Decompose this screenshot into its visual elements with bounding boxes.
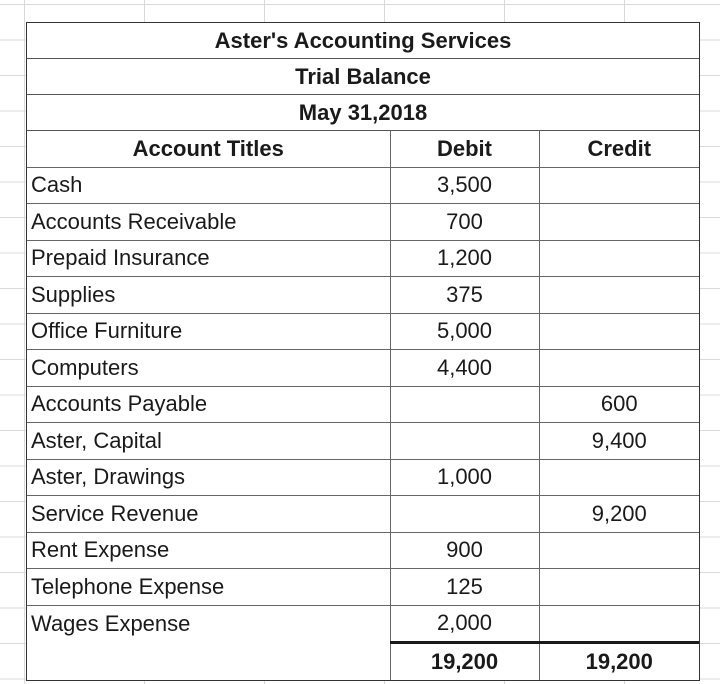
table-row xyxy=(27,277,699,314)
debit-cell: 3,500 xyxy=(390,167,539,204)
table-row xyxy=(27,423,699,460)
table-row xyxy=(27,350,699,387)
account-title-cell: Aster, Drawings xyxy=(27,459,390,496)
debit-cell xyxy=(390,386,539,423)
account-title-cell: Prepaid Insurance xyxy=(27,240,390,277)
table-row xyxy=(27,313,699,350)
table-row xyxy=(27,459,699,496)
debit-cell: 5,000 xyxy=(390,313,539,350)
debit-cell: 4,400 xyxy=(390,350,539,387)
credit-cell xyxy=(539,313,699,350)
column-header-row xyxy=(27,131,699,167)
credit-cell xyxy=(539,532,699,569)
credit-cell xyxy=(539,350,699,387)
credit-cell xyxy=(539,204,699,241)
table-body xyxy=(27,167,699,680)
debit-total: 19,200 xyxy=(390,643,539,680)
debit-cell: 2,000 xyxy=(390,605,539,643)
column-header-account: Account Titles xyxy=(27,131,390,167)
debit-cell: 1,000 xyxy=(390,459,539,496)
account-title-cell: Computers xyxy=(27,350,390,387)
account-title-cell: Aster, Capital xyxy=(27,423,390,460)
debit-cell xyxy=(390,496,539,533)
column-header-debit: Debit xyxy=(390,131,539,167)
debit-cell: 1,200 xyxy=(390,240,539,277)
report-date: May 31,2018 xyxy=(27,95,699,131)
credit-cell xyxy=(539,277,699,314)
credit-cell: 9,400 xyxy=(539,423,699,460)
account-title-cell: Accounts Receivable xyxy=(27,204,390,241)
table-row xyxy=(27,569,699,606)
table-row xyxy=(27,240,699,277)
debit-cell xyxy=(390,423,539,460)
table-row xyxy=(27,496,699,533)
debit-cell: 700 xyxy=(390,204,539,241)
account-title-cell: Supplies xyxy=(27,277,390,314)
table-row xyxy=(27,204,699,241)
account-title-cell: Accounts Payable xyxy=(27,386,390,423)
account-title-cell: Wages Expense xyxy=(31,611,191,636)
credit-cell xyxy=(539,605,699,643)
table-row xyxy=(27,532,699,569)
trial-balance-table xyxy=(27,131,699,680)
column-header-credit: Credit xyxy=(539,131,699,167)
credit-cell: 9,200 xyxy=(539,496,699,533)
credit-cell xyxy=(539,167,699,204)
table-row xyxy=(27,167,699,204)
account-title-cell: Telephone Expense xyxy=(27,569,390,606)
credit-total: 19,200 xyxy=(539,643,699,680)
debit-cell: 125 xyxy=(390,569,539,606)
table-row xyxy=(27,386,699,423)
table-row xyxy=(27,605,699,643)
debit-cell: 900 xyxy=(390,532,539,569)
debit-cell: 375 xyxy=(390,277,539,314)
trial-balance-sheet xyxy=(26,22,700,681)
account-title-cell: Cash xyxy=(27,167,390,204)
report-title: Trial Balance xyxy=(27,59,699,95)
credit-cell xyxy=(539,240,699,277)
credit-cell xyxy=(539,569,699,606)
account-title-cell: Rent Expense xyxy=(27,532,390,569)
totals-label-cell xyxy=(27,643,390,680)
credit-cell: 600 xyxy=(539,386,699,423)
totals-row xyxy=(27,643,699,680)
account-title-cell: Office Furniture xyxy=(27,313,390,350)
company-name: Aster's Accounting Services xyxy=(27,23,699,59)
credit-cell xyxy=(539,459,699,496)
account-title-cell: Service Revenue xyxy=(27,496,390,533)
